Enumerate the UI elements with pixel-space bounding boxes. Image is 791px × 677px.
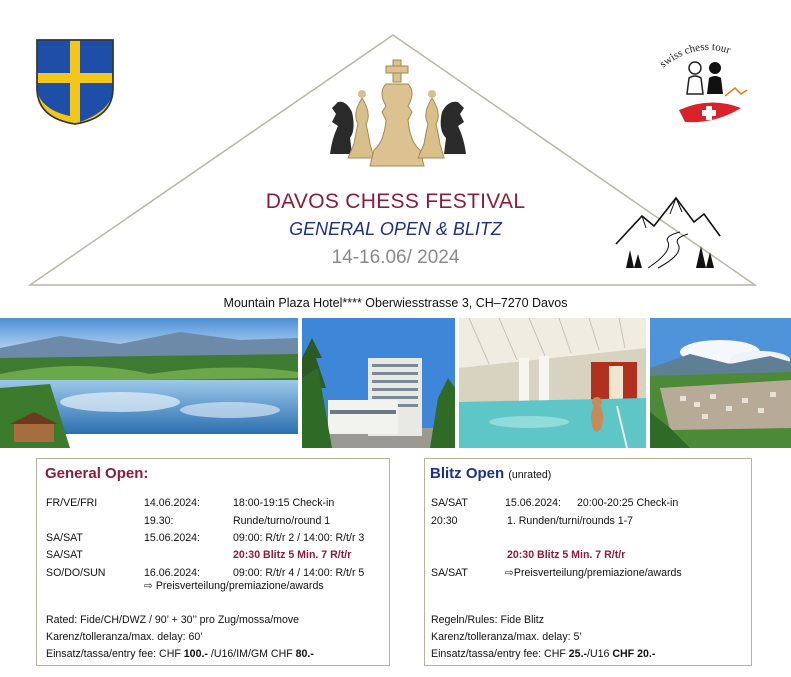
bo-fee-a: 25.- bbox=[568, 648, 588, 660]
bo-delay: Karenz/tolleranza/max. delay: 5’ bbox=[431, 631, 582, 643]
general-open-title: General Open: bbox=[45, 465, 149, 482]
bo-row4-day: SA/SAT bbox=[431, 567, 468, 579]
bo-rules: Regeln/Rules: Fide Blitz bbox=[431, 614, 545, 626]
go-delay: Karenz/tolleranza/max. delay: 60’ bbox=[46, 631, 203, 643]
bo-row1-day: SA/SAT bbox=[431, 497, 468, 509]
general-open-box bbox=[36, 458, 390, 666]
go-row1-date: 14.06.2024: bbox=[144, 497, 200, 509]
go-row4-day: SA/SAT bbox=[46, 549, 83, 561]
go-fee bbox=[46, 648, 314, 660]
go-row2-info: Runde/turno/round 1 bbox=[233, 515, 331, 527]
lake-photo bbox=[0, 318, 298, 448]
go-blitz-info: 20:30 Blitz 5 Min. 7 R/t/r bbox=[233, 549, 352, 561]
town-photo bbox=[650, 318, 791, 448]
blitz-open-title: Blitz Open bbox=[430, 465, 505, 482]
go-row3-info: 09:00: R/t/r 2 / 14:00: R/t/r 3 bbox=[233, 532, 365, 544]
logo-text: swiss chess tour bbox=[657, 40, 732, 71]
bo-fee-b: CHF 20.- bbox=[612, 648, 656, 660]
go-rated: Rated: Fide/CH/DWZ / 90’ + 30’’ pro Zug/mossa/move bbox=[46, 614, 300, 626]
blitz-unrated-note: (unrated) bbox=[508, 469, 552, 481]
go-fee-b: 80.- bbox=[295, 648, 314, 660]
hotel-photo bbox=[302, 318, 455, 448]
bo-row2-info: 1. Runden/turni/rounds 1-7 bbox=[507, 515, 634, 527]
bo-fee-prefix: Einsatz/tassa/entry fee: CHF bbox=[431, 648, 569, 660]
bo-row2-day: 20:30 bbox=[431, 515, 458, 527]
venue-address: Mountain Plaza Hotel**** Oberwiesstrasse 3, CH–7270 Davos bbox=[223, 296, 568, 310]
chess-pieces-image bbox=[322, 50, 472, 170]
go-fee-a: 100.- bbox=[183, 648, 208, 660]
event-subtitle: GENERAL OPEN & BLITZ bbox=[289, 219, 502, 239]
davos-crest-logo bbox=[35, 38, 115, 126]
bo-blitz-info: 20:30 Blitz 5 Min. 7 R/t/r bbox=[507, 549, 626, 561]
go-row5-info: 09:00: R/t/r 4 / 14:00: R/t/r 5 bbox=[233, 567, 365, 579]
go-row3-date: 15.06.2024: bbox=[144, 532, 200, 544]
go-row5-day: SO/DO/SUN bbox=[46, 567, 106, 579]
go-row3-day: SA/SAT bbox=[46, 532, 83, 544]
go-fee-mid: /U16/IM/GM CHF bbox=[207, 648, 296, 660]
pool-photo bbox=[459, 318, 646, 448]
go-awards: ⇨ Preisverteilung/premiazione/awards bbox=[144, 580, 324, 592]
bo-row1-date: 15.06.2024: bbox=[505, 497, 561, 509]
go-row1-info: 18:00-19:15 Check-in bbox=[233, 497, 335, 509]
go-row2-date: 19.30: bbox=[144, 515, 174, 527]
blitz-open-box bbox=[424, 458, 752, 666]
bo-fee bbox=[431, 648, 655, 660]
bo-fee-mid: /U16 bbox=[587, 648, 613, 660]
event-dates: 14-16.06/ 2024 bbox=[331, 247, 460, 268]
bo-row1-info: 20:00-20:25 Check-in bbox=[577, 497, 679, 509]
event-title: DAVOS CHESS FESTIVAL bbox=[265, 190, 526, 213]
bo-awards: ⇨Preisverteilung/premiazione/awards bbox=[505, 567, 682, 579]
swiss-chess-tour-logo bbox=[655, 30, 755, 130]
go-row5-date: 16.06.2024: bbox=[144, 567, 200, 579]
blitz-open-heading bbox=[430, 465, 551, 482]
go-row1-day: FR/VE/FRI bbox=[46, 497, 98, 509]
go-fee-prefix: Einsatz/tassa/entry fee: CHF bbox=[46, 648, 184, 660]
